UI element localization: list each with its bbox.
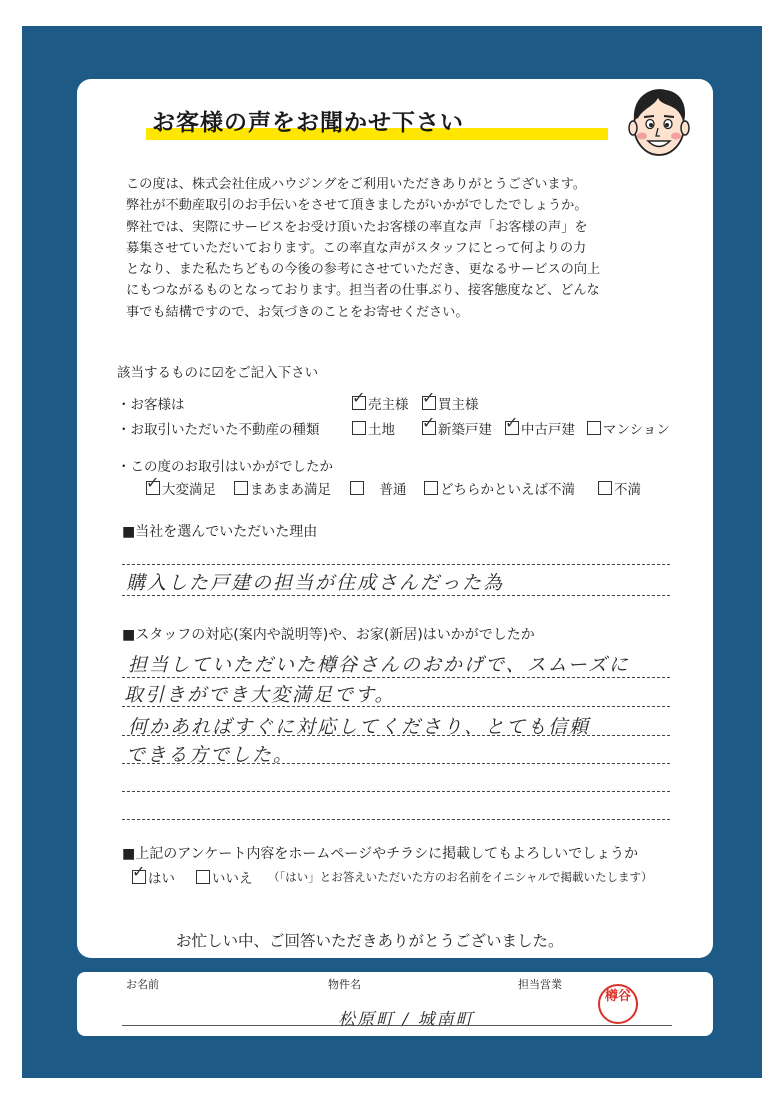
checkbox[interactable]	[505, 413, 519, 435]
option-label: 普通	[366, 482, 407, 498]
answer-line	[122, 763, 670, 764]
answer-line	[122, 791, 670, 792]
checkbox[interactable]	[422, 413, 436, 435]
option-very-satisfied[interactable]	[146, 473, 216, 498]
intro-line: となり、また私たちどもの今後の参考にさせていただき、更なるサービスの向上	[126, 262, 601, 278]
option-used-house[interactable]	[505, 413, 575, 438]
intro-line: 弊社では、実際にサービスをお受け頂いたお客様の率直な声「お客様の声」を	[126, 219, 588, 235]
option-somewhat-satisfied[interactable]	[234, 478, 331, 498]
publish-note: （「はい」とお答えいただいた方のお名前をイニシャルで掲載いたします）	[268, 870, 653, 884]
option-label: まあまあ満足	[250, 482, 331, 498]
option-land[interactable]	[352, 418, 395, 438]
property-value[interactable]: 松原町 / 城南町	[338, 1010, 475, 1030]
check-mark-icon: ✓	[352, 388, 366, 407]
option-publish-no[interactable]	[196, 867, 253, 887]
intro-line: 事でも結構ですので、お気づきのことをお寄せください。	[126, 304, 469, 320]
staff-answer-line[interactable]: 担当していただいた樽谷さんのおかげで、スムーズに	[128, 654, 630, 676]
option-label: マンション	[603, 422, 670, 438]
check-instruction: 該当するものに☑をご記入下さい	[117, 365, 319, 381]
checkbox[interactable]	[146, 473, 160, 495]
option-label: 中古戸建	[521, 422, 575, 438]
staff-answer-line[interactable]: できる方でした。	[126, 744, 295, 766]
option-mansion[interactable]	[587, 418, 670, 438]
staff-answer-line[interactable]: 取引きができ大変満足です。	[124, 684, 396, 706]
staff-heading: ■スタッフの対応(案内や説明等)や、お家(新居)はいかがでしたか	[122, 627, 535, 643]
option-label: 土地	[368, 422, 395, 438]
check-mark-icon: ✓	[146, 473, 160, 492]
checkbox[interactable]	[352, 421, 366, 435]
option-label: 不満	[614, 482, 641, 498]
answer-line	[122, 564, 670, 565]
checkbox[interactable]	[234, 481, 248, 495]
checkbox[interactable]	[422, 388, 436, 410]
property-type-label: ・お取引いただいた不動産の種類	[117, 422, 320, 438]
staff-answer-line[interactable]: 何かあればすぐに対応してくださり、とても信頼	[128, 716, 591, 738]
option-label: いいえ	[212, 871, 253, 887]
intro-line: 弊社が不動産取引のお手伝いをさせて頂きましたがいかがでしたでしょうか。	[126, 198, 588, 214]
customer-label: ・お客様は	[117, 397, 185, 413]
intro-text	[126, 174, 686, 323]
answer-line	[122, 595, 670, 596]
checkbox[interactable]	[587, 421, 601, 435]
option-label: 大変満足	[162, 482, 216, 498]
option-label: はい	[148, 871, 175, 887]
option-label: 新築戸建	[438, 422, 492, 438]
check-mark-icon: ✓	[422, 388, 436, 407]
checkbox[interactable]	[424, 481, 438, 495]
option-neutral[interactable]	[350, 478, 407, 498]
check-mark-icon: ✓	[422, 413, 436, 432]
answer-line	[122, 735, 670, 736]
checkbox[interactable]	[598, 481, 612, 495]
option-label: 買主様	[438, 397, 479, 413]
checkbox[interactable]	[196, 870, 210, 884]
option-publish-yes[interactable]	[132, 862, 175, 887]
option-new-house[interactable]	[422, 413, 492, 438]
publish-heading: ■上記のアンケート内容をホームページやチラシに掲載してもよろしいでしょうか	[122, 846, 639, 862]
thanks-message: お忙しい中、ご回答いただきありがとうございました。	[176, 932, 564, 950]
option-seller[interactable]	[352, 388, 409, 413]
intro-line: この度は、株式会社住成ハウジングをご利用いただきありがとうございます。	[126, 177, 586, 192]
property-label: 物件名	[328, 978, 361, 991]
checkbox[interactable]	[350, 481, 364, 495]
option-label: どちらかといえば不満	[440, 482, 575, 498]
name-label: お名前	[126, 978, 159, 991]
signature-line	[122, 1025, 672, 1026]
checkbox[interactable]	[132, 862, 146, 884]
option-slightly-dissatisfied[interactable]	[424, 478, 575, 498]
check-mark-icon: ✓	[132, 862, 146, 881]
staff-label: 担当営業	[518, 978, 562, 991]
reason-heading: ■当社を選んでいただいた理由	[122, 524, 318, 540]
answer-line	[122, 819, 670, 820]
hanko-stamp: 樽谷	[598, 984, 638, 1024]
answer-line	[122, 706, 670, 707]
reason-answer[interactable]: 購入した戸建の担当が住成さんだった為	[126, 572, 505, 594]
intro-line: 募集させていただいております。この率直な声がスタッフにとって何よりの力	[126, 240, 587, 256]
satisfaction-label: ・この度のお取引はいかがでしたか	[117, 459, 333, 475]
page-title: お客様の声をお聞かせ下さい	[152, 110, 464, 136]
option-buyer[interactable]	[422, 388, 479, 413]
staff-face-icon	[622, 84, 696, 160]
option-label: 売主様	[368, 397, 409, 413]
intro-line: にもつながるものとなっております。担当者の仕事ぶり、接客態度など、どんな	[126, 283, 600, 299]
check-mark-icon: ✓	[505, 413, 519, 432]
answer-line	[122, 677, 670, 678]
checkbox[interactable]	[352, 388, 366, 410]
option-dissatisfied[interactable]	[598, 478, 641, 498]
